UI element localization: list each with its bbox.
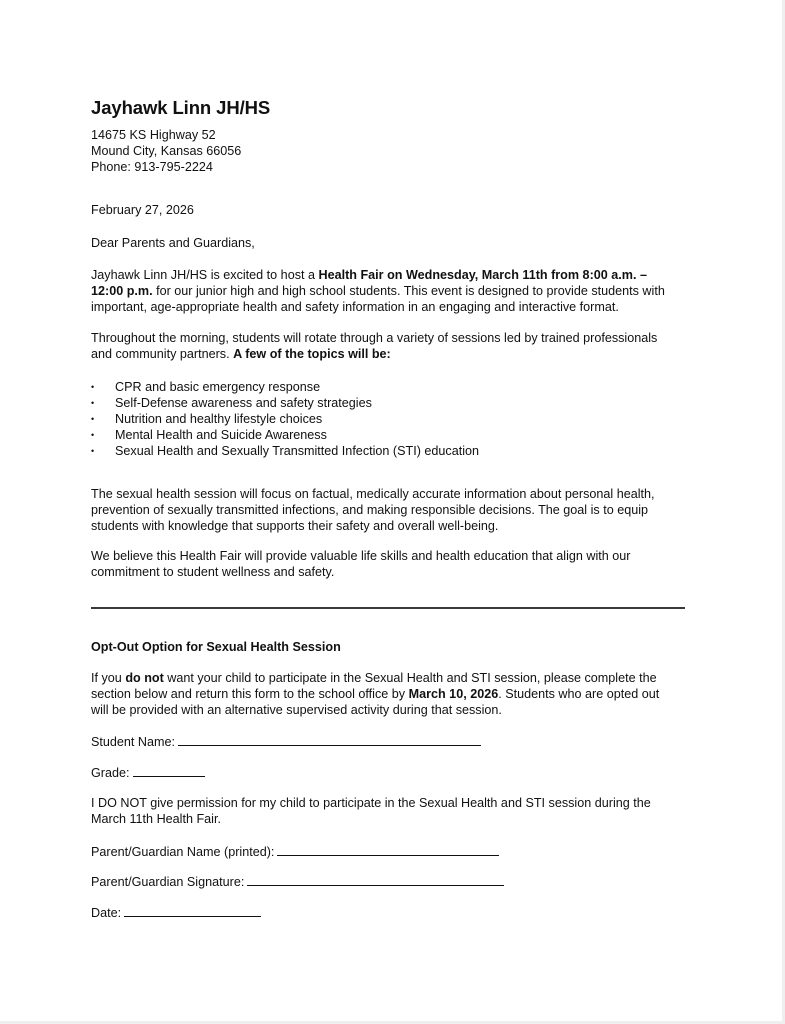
date-field[interactable]	[91, 905, 261, 922]
signature-field[interactable]	[91, 874, 504, 891]
grade-label: Grade:	[91, 766, 130, 780]
optout-text: . Students who are opted out	[498, 686, 660, 701]
grade-blank[interactable]	[133, 765, 205, 777]
address-line-2: Mound City, Kansas 66056	[91, 143, 242, 158]
parent-name-field[interactable]	[91, 844, 499, 861]
optout-instructions	[91, 671, 659, 719]
topic-label: Nutrition and healthy lifestyle choices	[115, 411, 323, 426]
date-label: Date:	[91, 906, 122, 920]
grade-field[interactable]	[91, 765, 205, 782]
topic-label: Sexual Health and Sexually Transmitted Infection (STI) education	[115, 443, 480, 458]
closing-paragraph	[91, 549, 631, 581]
bullet-icon: •	[91, 413, 95, 424]
bullet-icon: •	[91, 429, 95, 440]
optout-text: want your child to participate in the Sexual Health and STI session, please complete the	[163, 671, 657, 685]
bullet-icon: •	[91, 445, 95, 456]
event-details-bold: Health Fair on Wednesday, March 11th from 8:00 a.m. –	[318, 268, 647, 282]
statement-line2: March 11th Health Fair.	[91, 811, 221, 826]
optout-text-line3: will be provided with an alternative supervised activity during that session.	[91, 702, 502, 717]
parent-name-label: Parent/Guardian Name (printed):	[91, 845, 275, 859]
address-line-1: 14675 KS Highway 52	[91, 128, 216, 142]
list-item	[91, 396, 479, 412]
sessions-paragraph	[91, 331, 657, 363]
p4-line2: commitment to student wellness and safety.	[91, 564, 335, 579]
list-item	[91, 444, 479, 460]
topic-label: Self-Defense awareness and safety strategies	[115, 395, 372, 410]
list-item	[91, 380, 479, 396]
deadline-bold: March 10, 2026	[408, 686, 499, 701]
list-item	[91, 412, 479, 428]
salutation: Dear Parents and Guardians,	[91, 236, 255, 250]
p4-line1: We believe this Health Fair will provide valuable life skills and health education that align with our	[91, 549, 631, 563]
date-blank[interactable]	[124, 905, 261, 917]
signature-label: Parent/Guardian Signature:	[91, 875, 245, 889]
topic-label: Mental Health and Suicide Awareness	[115, 427, 327, 442]
optout-text: If you	[91, 671, 126, 685]
intro-paragraph	[91, 268, 665, 316]
p3-line2: prevention of sexually transmitted infections, and making responsible decisions. The goal is to equip	[91, 502, 649, 517]
sexual-health-paragraph	[91, 487, 655, 535]
bullet-icon: •	[91, 382, 95, 392]
sessions-line1: Throughout the morning, students will rotate through a variety of sessions led by trained professionals	[91, 331, 658, 345]
intro-text-cont: for our junior high and high school students. This event is designed to provide students with	[152, 283, 665, 298]
school-name-heading: Jayhawk Linn JH/HS	[91, 97, 271, 118]
topic-label: CPR and basic emergency response	[115, 380, 321, 394]
student-name-field[interactable]	[91, 734, 481, 751]
student-name-blank[interactable]	[178, 734, 481, 746]
phone-line: Phone: 913-795-2224	[91, 159, 213, 174]
p3-line3: students with knowledge that supports their safety and overall well-being.	[91, 518, 499, 533]
letter-date: February 27, 2026	[91, 203, 194, 217]
optout-text: section below and return this form to the school office by	[91, 686, 409, 701]
do-not-bold: do not	[125, 671, 164, 685]
bullet-icon: •	[91, 397, 95, 408]
sessions-line2: and community partners.	[91, 346, 234, 361]
intro-text: Jayhawk Linn JH/HS is excited to host a	[91, 268, 319, 282]
school-address-block	[91, 128, 241, 176]
event-end-time-bold: 12:00 p.m.	[91, 283, 153, 298]
optout-heading: Opt-Out Option for Sexual Health Session	[91, 640, 341, 654]
p3-line1: The sexual health session will focus on factual, medically accurate information about personal health,	[91, 487, 655, 501]
intro-text-line3: important, age-appropriate health and safety information in an engaging and interactive format.	[91, 299, 619, 314]
statement-line1: I DO NOT give permission for my child to participate in the Sexual Health and STI session during the	[91, 796, 651, 810]
topics-intro-bold: A few of the topics will be:	[233, 346, 391, 361]
list-item	[91, 428, 479, 444]
parent-name-blank[interactable]	[277, 844, 499, 856]
section-divider	[91, 607, 685, 609]
student-name-label: Student Name:	[91, 735, 176, 749]
signature-blank[interactable]	[247, 874, 504, 886]
topics-list	[91, 380, 479, 459]
permission-statement	[91, 796, 651, 828]
